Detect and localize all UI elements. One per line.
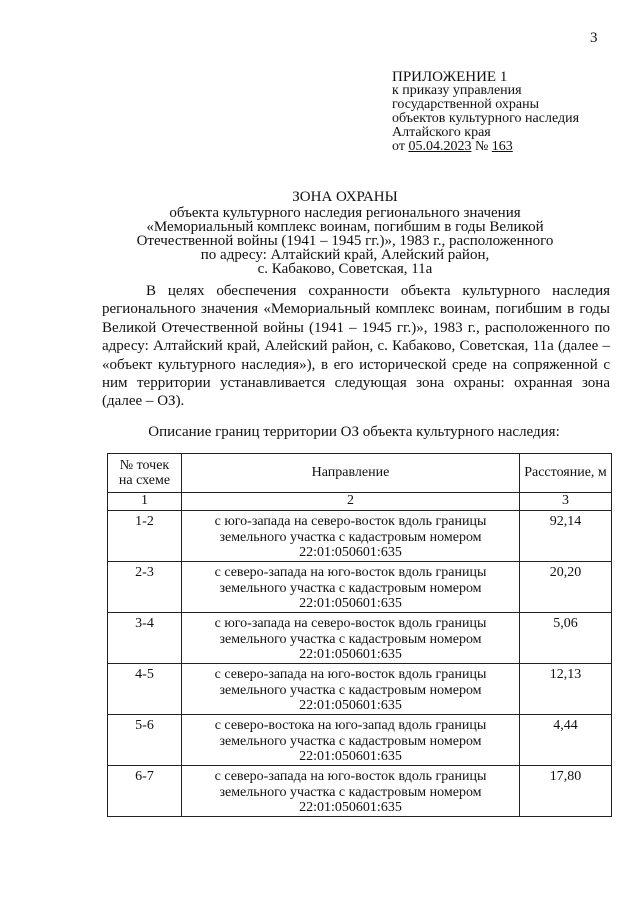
table-header-row [108, 454, 612, 493]
column-number-row [108, 493, 612, 511]
direction-text: с северо-запада на юго-восток вдоль границы [214, 667, 487, 682]
header-distance: Расстояние, м [520, 454, 612, 493]
table-row [108, 715, 612, 766]
points-cell: 1-2 [108, 511, 182, 562]
direction-text: с юго-запада на северо-восток вдоль границы [214, 514, 487, 529]
header-points: № точек на схеме [108, 454, 182, 493]
direction-cell [182, 562, 520, 613]
page-number: 3 [590, 30, 598, 46]
heading-line: с. Кабаково, Советская, 11а [257, 261, 433, 277]
appendix-title: ПРИЛОЖЕНИЕ 1 [392, 69, 508, 85]
direction-text: земельного участка с кадастровым номером [219, 682, 482, 698]
distance-cell: 5,06 [520, 613, 612, 664]
cadastral-number: 22:01:050601:635 [299, 749, 402, 764]
direction-cell [182, 766, 520, 817]
appendix-date-line [392, 140, 579, 154]
order-number: 163 [491, 139, 513, 154]
table-row [108, 511, 612, 562]
table-caption: Описание границ территории ОЗ объекта культурного наследия: [148, 424, 560, 440]
direction-cell [182, 613, 520, 664]
direction-cell [182, 715, 520, 766]
distance-cell: 20,20 [520, 562, 612, 613]
cadastral-number: 22:01:050601:635 [299, 800, 402, 815]
points-cell: 2-3 [108, 562, 182, 613]
direction-text: земельного участка с кадастровым номером [219, 784, 482, 800]
table-row [108, 766, 612, 817]
column-number: 1 [108, 493, 182, 511]
heading-line: Отечественной войны (1941 – 1945 гг.)», 1983 г., расположенного [136, 233, 554, 249]
appendix-line: государственной охраны [392, 97, 540, 112]
table-row [108, 664, 612, 715]
date-prefix: от [392, 139, 405, 154]
direction-text: с северо-запада на юго-восток вдоль границы [214, 769, 487, 784]
direction-cell [182, 511, 520, 562]
cadastral-number: 22:01:050601:635 [299, 596, 402, 611]
body-paragraph: В целях обеспечения сохранности объекта культурного наследия регионального значения «Мемориальный комплекс воинам, погибшим в годы Великой Отечественной войны (1941 – 1945 гг.)», 1983 г., расположенного по адресу: Алтайский край, Алейский район, с. Кабаково, Советская, 11а (далее – «объект культурного наследия»), в его исторической среде на сопряженной с ним территории устанавливается следующая зона охраны: охранная зона (далее – ОЗ). [102, 283, 610, 410]
table-row [108, 613, 612, 664]
direction-text: земельного участка с кадастровым номером [219, 631, 482, 647]
distance-cell: 92,14 [520, 511, 612, 562]
appendix-line: объектов культурного наследия [392, 111, 580, 126]
boundary-table [107, 453, 612, 817]
number-prefix: № [474, 139, 489, 154]
table-row [108, 562, 612, 613]
heading-title: ЗОНА ОХРАНЫ [292, 189, 398, 205]
appendix-block [392, 70, 579, 154]
cadastral-number: 22:01:050601:635 [299, 698, 402, 713]
order-date: 05.04.2023 [408, 139, 472, 154]
direction-text: земельного участка с кадастровым номером [219, 529, 482, 545]
direction-text: земельного участка с кадастровым номером [219, 580, 482, 596]
points-cell: 4-5 [108, 664, 182, 715]
document-heading [100, 190, 590, 276]
direction-text: земельного участка с кадастровым номером [219, 733, 482, 749]
distance-cell: 4,44 [520, 715, 612, 766]
distance-cell: 17,80 [520, 766, 612, 817]
appendix-line: к приказу управления [392, 83, 522, 98]
points-cell: 3-4 [108, 613, 182, 664]
cadastral-number: 22:01:050601:635 [299, 647, 402, 662]
direction-cell [182, 664, 520, 715]
heading-line: объекта культурного наследия регионального значения [169, 205, 521, 221]
direction-text: с северо-запада на юго-восток вдоль границы [214, 565, 487, 580]
appendix-line: Алтайского края [392, 125, 491, 140]
direction-text: с юго-запада на северо-восток вдоль границы [214, 616, 487, 631]
cadastral-number: 22:01:050601:635 [299, 545, 402, 560]
heading-line: «Мемориальный комплекс воинам, погибшим в годы Великой [146, 219, 544, 235]
direction-text: с северо-востока на юго-запад вдоль границы [214, 718, 487, 733]
column-number: 2 [182, 493, 520, 511]
header-direction: Направление [182, 454, 520, 493]
distance-cell: 12,13 [520, 664, 612, 715]
points-cell: 5-6 [108, 715, 182, 766]
points-cell: 6-7 [108, 766, 182, 817]
column-number: 3 [520, 493, 612, 511]
heading-line: по адресу: Алтайский край, Алейский район, [200, 247, 490, 263]
